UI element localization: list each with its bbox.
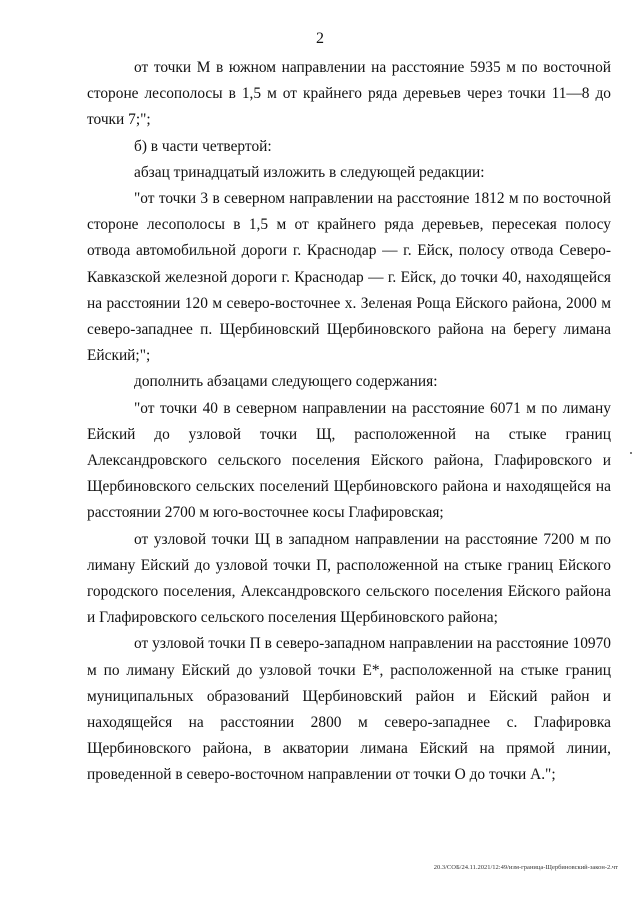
paragraph-4: "от точки 3 в северном направлении на расстояние 1812 м по восточной стороне лесополосы в 1,5 м от крайнего ряда деревьев, пересекая полосу отвода автомобильной дороги г. Краснодар — г. Ейск, полосу отвода Северо-Кавказской железной дороги г. Краснодар — г. Ейск, до точки 40, находящейся на расстоянии 120 м северо-восточнее х. Зеленая Роща Ейского района, 2000 м северо-западнее п. Щербиновский Щербиновского района на берегу лимана Ейский;"; (87, 190, 611, 365)
page-number: 2 (316, 30, 324, 47)
margin-mark (630, 452, 632, 454)
paragraph-2: б) в части четвертой: (134, 137, 272, 155)
paragraph-5: дополнить абзацами следующего содержания: (134, 373, 438, 391)
paragraph-3: абзац тринадцатый изложить в следующей редакции: (134, 163, 485, 181)
paragraph-7: от узловой точки Щ в западном направлении на расстояние 7200 м по лиману Ейский до узловой точки П, расположенной на стыке границ Ейского городского поселения, Александровского сельского поселения Ейского района и Глафировского сельского поселения Щербиновского района; (87, 530, 611, 627)
footer-document-code: 20.3/СОБ/24.11.2021/12:49/изм-граница-Щербиновский-закон-2.чт (433, 864, 618, 871)
paragraph-1: от точки М в южном направлении на расстояние 5935 м по восточной стороне лесополосы в 1,5 м от крайнего ряда деревьев через точки 11—8 до точки 7;"; (87, 59, 611, 129)
paragraph-8: от узловой точки П в северо-западном направлении на расстояние 10970 м по лиману Ейский до узловой точки Е*, расположенной на стыке границ муниципальных образований Щербиновский район и Ейский район и находящейся на расстоянии 2800 м северо-западнее с. Глафировка Щербиновского района, в акватории лимана Ейский на прямой линии, проведенной в северо-восточном направлении от точки О до точки А."; (87, 635, 611, 784)
document-body (87, 55, 611, 789)
paragraph-6: "от точки 40 в северном направлении на расстояние 6071 м по лиману Ейский до узловой точки Щ, расположенной на стыке границ Александровского сельского поселения Ейского района, Глафировского и Щербиновского сельских поселений Щербиновского района и находящейся на расстоянии 2700 м юго-восточнее косы Глафировская; (87, 399, 611, 522)
